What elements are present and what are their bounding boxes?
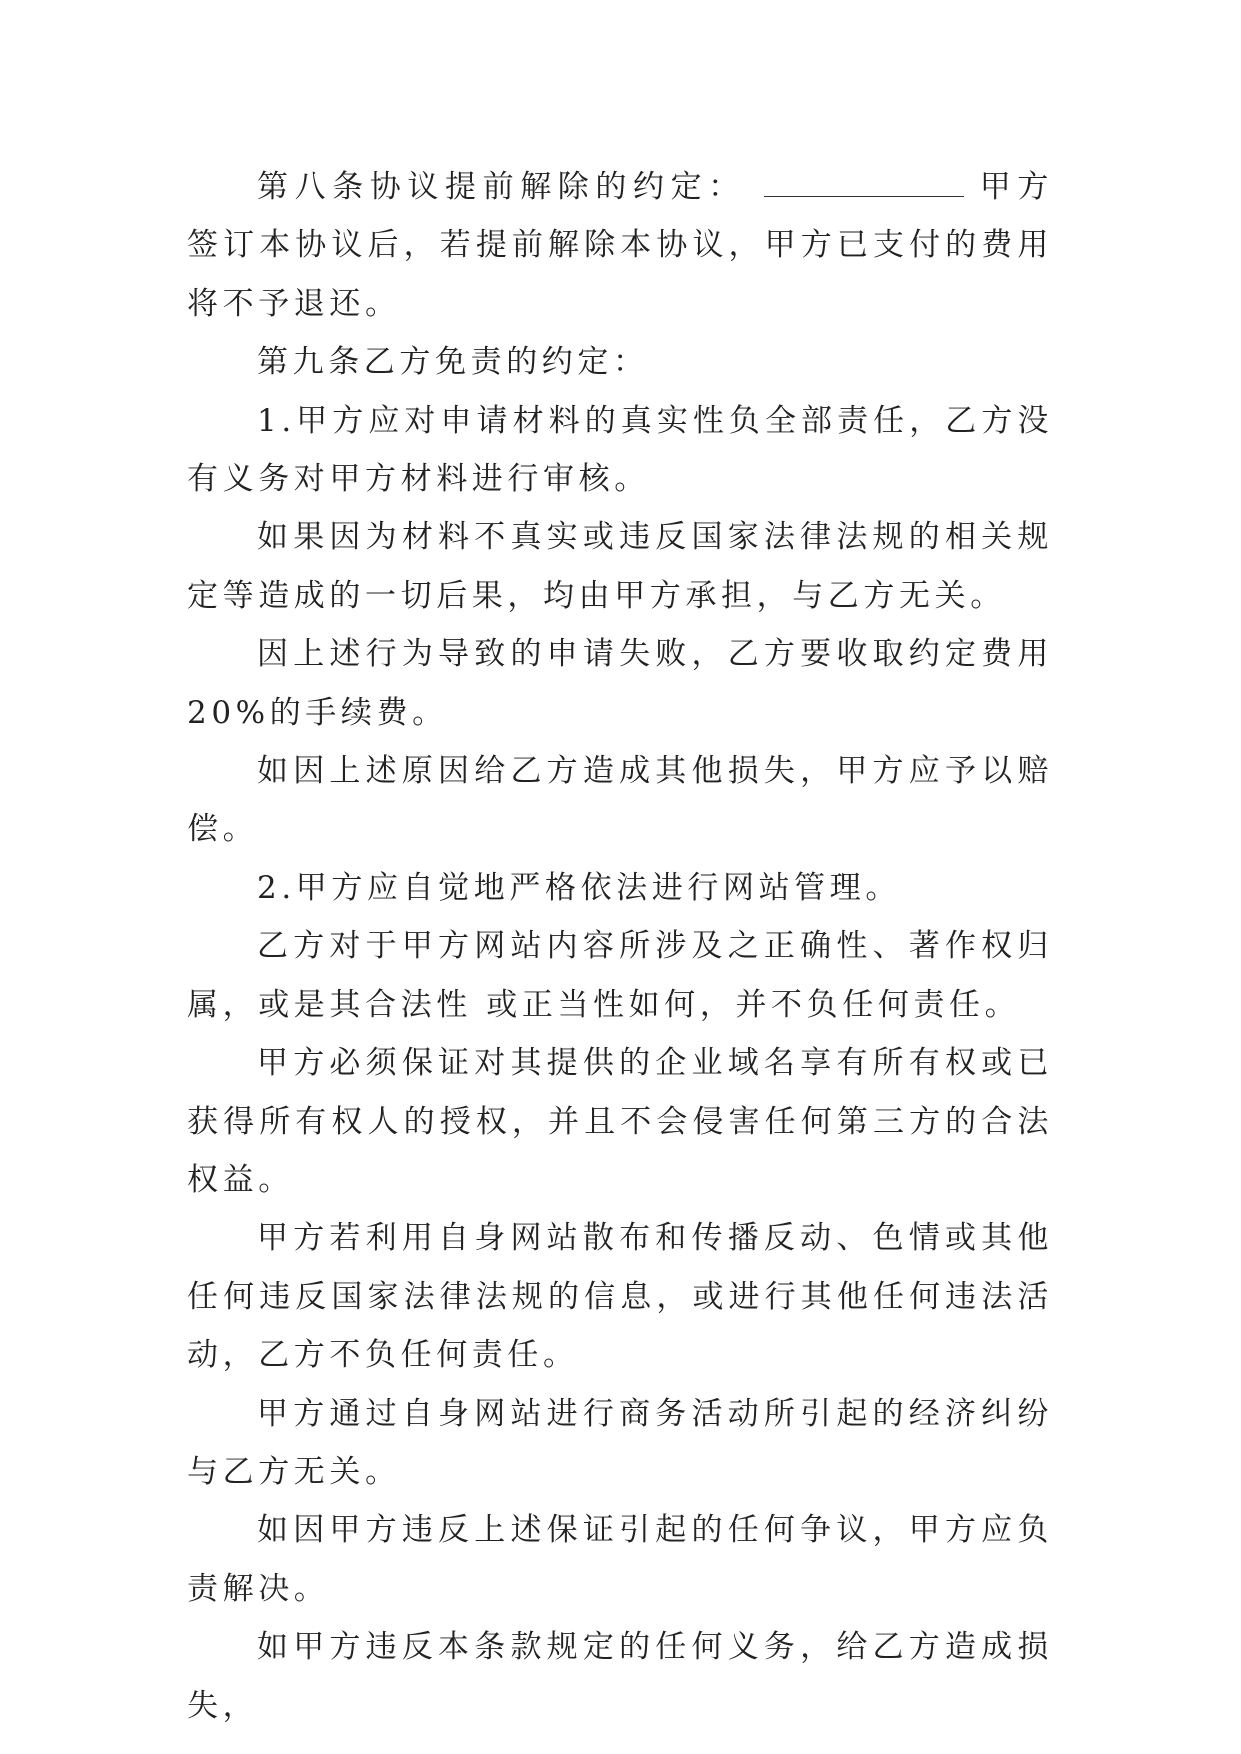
article-8-heading: 第八条协议提前解除的约定： — [257, 169, 746, 205]
paragraph: 甲方若利用自身网站散布和传播反动、色情或其他任何违反国家法律法规的信息，或进行其他任何违法活动，乙方不负任何责任。 — [187, 1220, 1053, 1374]
paragraph: 乙方对于甲方网站内容所涉及之正确性、著作权归属，或是其合法性 或正当性如何，并不负任何责任。 — [187, 928, 1053, 1023]
document-body — [187, 158, 1053, 1735]
paragraph: 如因上述原因给乙方造成其他损失，甲方应予以赔偿。 — [187, 753, 1053, 848]
paragraph: 甲方必须保证对其提供的企业域名享有所有权或已获得所有权人的授权，并且不会侵害任何第三方的合法权益。 — [187, 1045, 1053, 1198]
paragraph: 如因甲方违反上述保证引起的任何争议，甲方应负责解决。 — [187, 1512, 1053, 1607]
paragraph-article-8 — [187, 158, 1053, 333]
paragraph-clause-2: 2.甲方应自觉地严格依法进行网站管理。 — [257, 869, 901, 906]
paragraph-article-9-heading: 第九条乙方免责的约定： — [257, 344, 649, 381]
article-8-text: 甲方签订本协议后，若提前解除本协议，甲方已支付的费用将不予退还。 — [187, 169, 1053, 322]
paragraph: 甲方通过自身网站进行商务活动所引起的经济纠纷与乙方无关。 — [187, 1395, 1053, 1490]
paragraph-clause-1: 1.甲方应对申请材料的真实性负全部责任，乙方没有义务对甲方材料进行审核。 — [187, 402, 1053, 498]
paragraph: 如果因为材料不真实或违反国家法律法规的相关规定等造成的一切后果，均由甲方承担，与乙方无关。 — [187, 519, 1053, 614]
fill-in-blank — [764, 174, 964, 197]
paragraph: 如甲方违反本条款规定的任何义务，给乙方造成损失， — [187, 1629, 1053, 1724]
paragraph: 因上述行为导致的申请失败，乙方要收取约定费用20%的手续费。 — [187, 636, 1053, 731]
